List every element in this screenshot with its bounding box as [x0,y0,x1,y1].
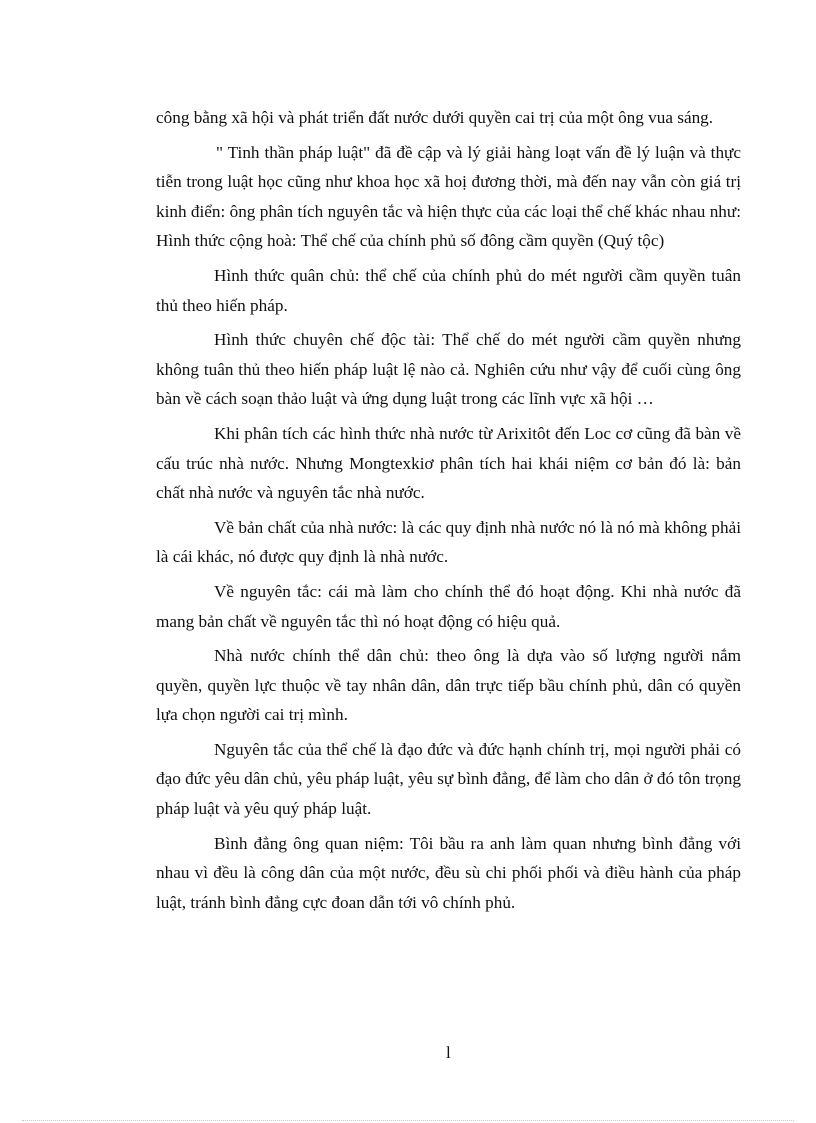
paragraph-chuyen-che: Hình thức chuyên chế độc tài: Thể chế do mét người cầm quyền nhưng không tuân thủ theo hiến pháp luật lệ nào cả. Nghiên cứu như vậy để cuối cùng ông bàn về cách soạn thảo luật và ứng dụng luật trong các lĩnh vực xã hội … [156,330,741,409]
paragraph-binh-dang: Bình đẳng ông quan niệm: Tôi bầu ra anh làm quan nhưng bình đẳng với nhau vì đều là công dân của một nước, đều sù chi phối phối và điều hành của pháp luật, tránh bình đẳng cực đoan dẫn tới vô chính phủ. [156,833,741,912]
page-number: l [446,1043,451,1062]
paragraph-tinh-than-phap-luat: " Tinh thần pháp luật" đã đề cập và lý giải hàng loạt vấn đề lý luận và thực tiễn trong luật học cũng như khoa học xã hoị đương thời, mà đến nay vẫn còn giá trị kinh điển: ông phân tích nguyên tắc và hiện thực của các loại thể chế khác nhau như: Hình thức cộng hoà: Thể chế của chính phủ số đông cầm quyền (Quý tộc) [156,142,741,251]
paragraph-nguyen-tac: Về nguyên tắc: cái mà làm cho chính thể đó hoạt động. Khi nhà nước đã mang bản chất về nguyên tắc thì nó hoạt động có hiệu quả. [156,581,741,631]
paragraph-continuation: công bằng xã hội và phát triển đất nước dưới quyền cai trị của một ông vua sáng. [156,108,714,127]
paragraph-ban-chat: Về bản chất của nhà nước: là các quy định nhà nước nó là nó mà không phải là cái khác, nó được quy định là nhà nước. [156,517,741,567]
paragraph-dan-chu: Nhà nước chính thể dân chủ: theo ông là dựa vào số lượng người nắm quyền, quyền lực thuộc về tay nhân dân, dân trực tiếp bầu chính phủ, dân có quyền lựa chọn người cai trị mình. [156,646,741,725]
paragraph-arixitot: Khi phân tích các hình thức nhà nước từ Arixitôt đến Loc cơ cũng đã bàn về cấu trúc nhà nước. Nhưng Mongtexkiơ phân tích hai khái niệm cơ bản đó là: bản chất nhà nước và nguyên tắc nhà nước. [156,423,741,503]
body-text [156,103,741,922]
page-bottom-divider [22,1120,794,1121]
paragraph-quan-chu: Hình thức quân chủ: thể chế của chính phủ do mét người cầm quyền tuân thủ theo hiến pháp. [156,265,741,315]
paragraph-dao-duc: Nguyên tắc của thể chế là đạo đức và đức hạnh chính trị, mọi người phải có đạo đức yêu dân chủ, yêu pháp luật, yêu sự bình đẳng, để làm cho dân ở đó tôn trọng pháp luật và yêu quý pháp luật. [156,739,741,819]
